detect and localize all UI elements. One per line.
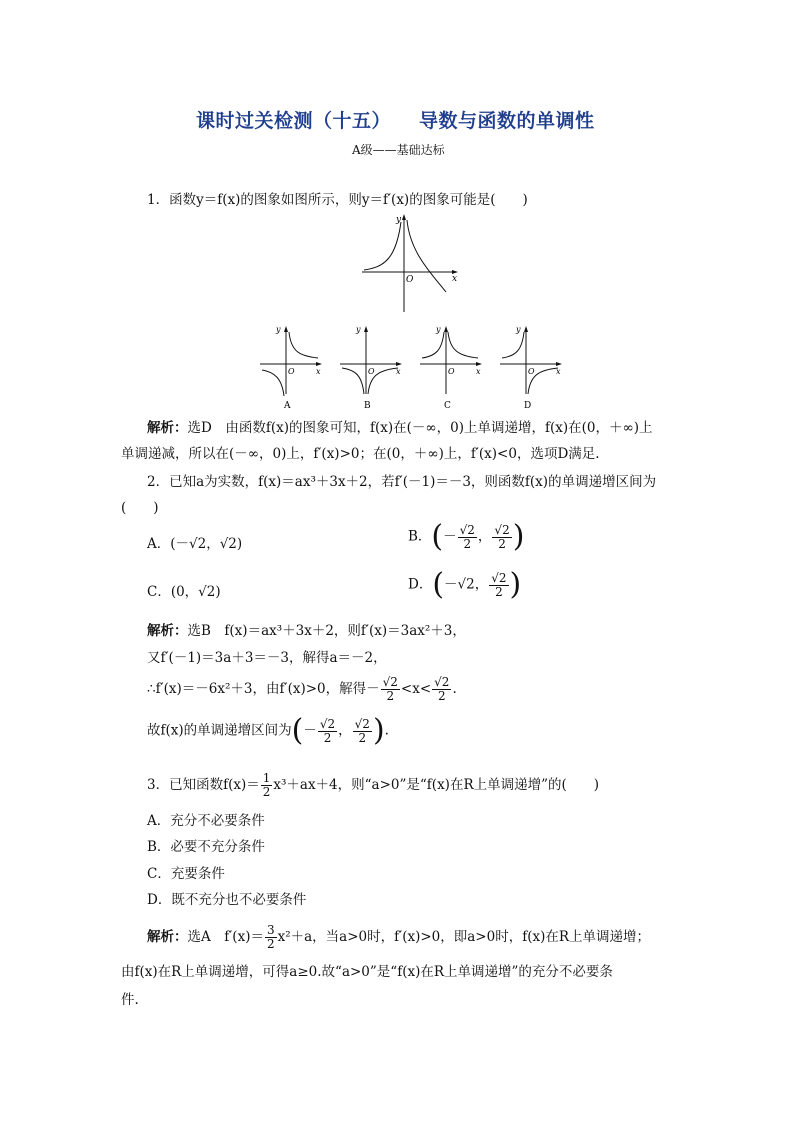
svg-text:x: x [476, 367, 481, 376]
page-title: 课时过关检测（十五） 导数与函数的单调性 [196, 110, 595, 132]
q1-option-b-graph [340, 325, 402, 411]
svg-text:y: y [356, 325, 361, 334]
q1-option-c-graph [420, 325, 482, 411]
svg-text:O: O [528, 367, 535, 376]
svg-text:y: y [516, 325, 521, 334]
q3-analysis-line2: 由f(x)在R上单调递增，可得a≥0.故“a>0”是“f(x)在R上单调递增”的充分不必要条 [121, 964, 613, 980]
q2-analysis-line4: 故f(x)的单调递增区间为(－ $\frac{√2}{2}$ ， $\frac{√2}{2}$ ). [147, 713, 389, 748]
q1-option-graphs [258, 322, 568, 414]
q1-option-a-label: A [284, 401, 291, 411]
q3-stem: 3．已知函数f(x)＝ $\frac{1}{2}$ x³＋ax＋4，则“a>0”是“f(x)在R上单调递增”的( ) [147, 771, 600, 799]
q3-option-c: C．充要条件 [147, 866, 225, 882]
q2-option-b: B．(－ $\frac{√2}{2}$ ， $\frac{√2}{2}$ ) [408, 519, 525, 554]
svg-text:O: O [288, 367, 295, 376]
svg-text:y: y [276, 325, 281, 334]
q2-stem-line1: 2．已知a为实数，f(x)＝ax³＋3x＋2，若f′(－1)＝－3，则函数f(x)的单调递增区间为 [147, 474, 657, 490]
q3-analysis-line1: 解析：选A f′(x)＝ $\frac{3}{2}$ x²＋a，当a>0时，f′(x)>0，即a>0时，f(x)在R上单调递增； [147, 923, 650, 951]
q2-analysis-line3: ∴f′(x)＝－6x²＋3，由f′(x)>0，解得－ $\frac{√2}{2}$ <x< $\frac{√2}{2}$ . [147, 675, 457, 703]
q1-main-axis-x: x [452, 274, 458, 284]
svg-text:x: x [316, 367, 321, 376]
q2-option-d: D．(－√2， $\frac{√2}{2}$ ) [408, 567, 522, 602]
q1-option-a-graph [260, 325, 322, 411]
q1-analysis-line1: 解析：选D 由函数f(x)的图象可知，f(x)在(－∞，0)上单调递增，f(x)在(0，＋∞)上 [147, 420, 653, 436]
q1-main-origin: O [406, 275, 414, 285]
q2-option-c: C．(0，√2) [147, 584, 221, 600]
q1-option-b-label: B [364, 401, 371, 411]
q2-option-a: A．(－√2，√2) [147, 536, 243, 552]
svg-text:O: O [368, 367, 375, 376]
q3-option-d: D．既不充分也不必要条件 [147, 892, 307, 908]
q1-option-c-label: C [444, 401, 451, 411]
q3-option-b: B．必要不充分条件 [147, 839, 265, 855]
level-heading: A级——基础达标 [352, 143, 445, 157]
q3-analysis-line3: 件. [121, 992, 139, 1008]
q2-stem-line2: ( ) [121, 500, 159, 516]
q1-option-d-graph [500, 325, 562, 411]
svg-text:x: x [556, 367, 561, 376]
q1-option-d-label: D [524, 401, 532, 411]
q1-main-graph [360, 212, 464, 316]
svg-text:y: y [436, 325, 441, 334]
q2-analysis-line2: 又f′(－1)＝3a＋3＝－3，解得a＝－2， [147, 650, 387, 666]
q1-main-axis-y: y [396, 215, 402, 225]
q1-analysis-line2: 单调递减，所以在(－∞，0)上，f′(x)>0；在(0，＋∞)上，f′(x)<0，选项D满足. [121, 446, 600, 462]
svg-text:x: x [396, 367, 401, 376]
q3-option-a: A．充分不必要条件 [147, 813, 265, 829]
svg-text:O: O [448, 367, 455, 376]
q1-stem: 1．函数y＝f(x)的图象如图所示，则y＝f′(x)的图象可能是( ) [147, 192, 528, 208]
q2-analysis-line1: 解析：选B f(x)＝ax³＋3x＋2，则f′(x)＝3ax²＋3， [147, 623, 466, 639]
